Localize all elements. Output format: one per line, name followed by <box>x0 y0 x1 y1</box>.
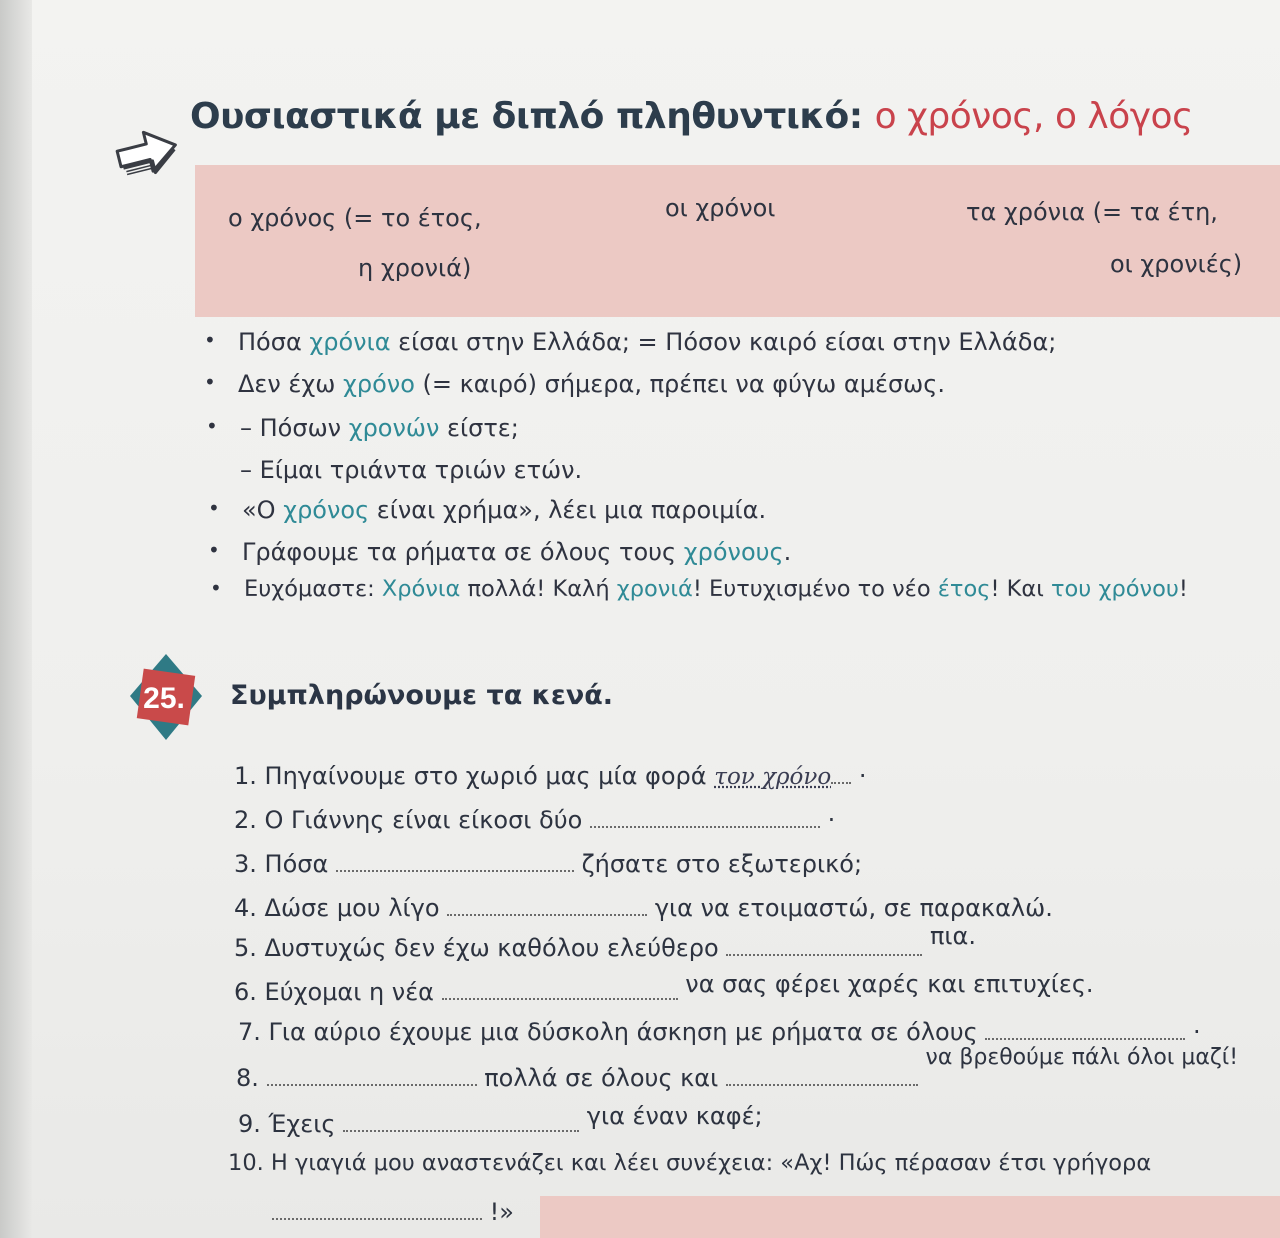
blank-line[interactable] <box>985 1016 1185 1040</box>
example-line <box>204 370 945 398</box>
blank-line[interactable] <box>726 1062 918 1086</box>
filled-answer: τον χρόνο <box>714 764 832 790</box>
example-text: Πόσα <box>238 328 310 356</box>
blank-line <box>831 760 851 784</box>
blank-line[interactable] <box>272 1196 482 1220</box>
blank-line[interactable] <box>343 1108 579 1132</box>
example-text: ! Ευτυχισμένο το νέο <box>692 576 938 602</box>
example-line <box>208 496 767 524</box>
plural-table <box>195 165 1280 317</box>
table-col3-line1: τα χρόνια (= τα έτη, <box>966 198 1218 226</box>
exercise-number: 25. <box>143 682 185 715</box>
exercise-item-3 <box>234 848 862 878</box>
exercise-item-9 <box>238 1102 763 1138</box>
bullet-dot: • <box>208 538 220 562</box>
example-text: είστε; <box>439 414 519 442</box>
item-text: 6. Εύχομαι η νέα <box>234 978 435 1006</box>
table-col1-line1: ο χρόνος (= το έτος, <box>228 204 482 232</box>
blank-line[interactable] <box>442 976 678 1000</box>
example-text: – Είμαι τριάντα τριών ετών. <box>240 456 583 484</box>
exercise-item-10 <box>228 1150 1151 1176</box>
item-text: 1. Πηγαίνουμε στο χωριό μας μία φορά <box>234 762 707 790</box>
item-text: να σας φέρει χαρές και επιτυχίες. <box>685 970 1094 998</box>
bullet-dot: • <box>208 496 220 520</box>
item-text: !» <box>489 1198 514 1226</box>
item-text: · <box>827 806 836 834</box>
next-section-band <box>540 1196 1280 1238</box>
table-col3-line2: οι χρονιές) <box>1110 250 1243 278</box>
example-line <box>204 328 1057 356</box>
example-keyword: Χρόνια <box>381 576 461 602</box>
item-text: για να ετοιμαστώ, σε παρακαλώ. <box>654 894 1053 922</box>
blank-line[interactable] <box>590 804 820 828</box>
item-text: 5. Δυστυχώς δεν έχω καθόλου ελεύθερο <box>234 934 719 962</box>
example-keyword: χρονιά <box>616 576 693 602</box>
example-text: είσαι στην Ελλάδα; = Πόσον καιρό είσαι στην Ελλάδα; <box>390 328 1057 356</box>
item-text: · <box>858 762 867 790</box>
page-title <box>190 96 1193 137</box>
example-line <box>240 456 582 484</box>
item-text: για έναν καφέ; <box>586 1102 763 1130</box>
blank-line[interactable] <box>726 932 922 956</box>
item-text: ζήσατε στο εξωτερικό; <box>581 850 863 878</box>
example-text: Δεν έχω <box>238 370 343 398</box>
example-keyword: χρόνια <box>309 328 391 356</box>
exercise-item-10-cont <box>272 1196 514 1226</box>
title-main: Ουσιαστικά με διπλό πληθυντικό: <box>190 96 863 137</box>
example-text: . <box>783 538 792 566</box>
exercise-number-badge <box>128 652 204 742</box>
example-text: ! Και <box>990 576 1051 602</box>
item-text: · <box>1193 1018 1201 1046</box>
exercise-item-6 <box>234 970 1094 1006</box>
example-line <box>210 576 1188 602</box>
item-text: 7. Για αύριο έχουμε μια δύσκολη άσκηση με ρήματα σε όλους <box>238 1018 978 1046</box>
example-keyword: χρόνος <box>283 496 370 524</box>
example-keyword: του χρόνου <box>1050 576 1179 602</box>
book-gutter <box>0 0 32 1238</box>
bullet-dot: • <box>206 414 218 438</box>
example-text: (= καιρό) σήμερα, πρέπει να φύγω αμέσως. <box>414 370 945 398</box>
title-highlight: ο χρόνος, ο λόγος <box>874 96 1193 137</box>
table-col1-line2: η χρονιά) <box>358 254 472 282</box>
exercise-item-1 <box>234 760 867 790</box>
table-col2: οι χρόνοι <box>665 194 776 222</box>
example-text: «Ο <box>242 496 284 524</box>
item-text: 10. Η γιαγιά μου αναστενάζει και λέει συνέχεια: «Αχ! Πώς πέρασαν έτσι γρήγορα <box>228 1150 1152 1176</box>
exercise-item-4 <box>234 892 1053 922</box>
example-keyword: χρόνους <box>683 538 784 566</box>
item-text: 9. Έχεις <box>238 1110 336 1138</box>
exercise-item-2 <box>234 804 835 834</box>
example-text: πολλά! Καλή <box>460 576 617 602</box>
item-text: πολλά σε όλους και <box>484 1064 719 1092</box>
bullet-dot: • <box>210 576 222 600</box>
item-text: πια. <box>929 922 976 950</box>
example-keyword: χρονών <box>348 414 440 442</box>
example-line <box>206 414 519 442</box>
exercise-item-8 <box>236 1045 1239 1092</box>
blank-line[interactable] <box>267 1062 477 1086</box>
exercise-title: Συμπληρώνουμε τα κενά. <box>230 680 614 711</box>
item-text: να βρεθούμε πάλι όλοι μαζί! <box>925 1045 1239 1070</box>
example-text: Ευχόμαστε: <box>244 576 382 602</box>
bullet-dot: • <box>204 328 216 352</box>
blank-line[interactable] <box>447 892 647 916</box>
example-keyword: χρόνο <box>343 370 415 398</box>
example-keyword: έτος <box>937 576 991 602</box>
item-text: 2. Ο Γιάννης είναι είκοσι δύο <box>234 806 583 834</box>
example-text: – Πόσων <box>240 414 349 442</box>
blank-line[interactable] <box>336 848 574 872</box>
exercise-item-5 <box>234 922 976 962</box>
example-text: είναι χρήμα», λέει μια παροιμία. <box>369 496 767 524</box>
item-text: 8. <box>236 1064 259 1092</box>
example-text: Γράφουμε τα ρήματα σε όλους τους <box>242 538 684 566</box>
example-text: ! <box>1178 576 1188 602</box>
arrow-right-icon <box>112 122 182 180</box>
item-text: 3. Πόσα <box>234 850 329 878</box>
exercise-item-7 <box>238 1016 1201 1046</box>
example-line <box>208 538 792 566</box>
bullet-dot: • <box>204 370 216 394</box>
item-text: 4. Δώσε μου λίγο <box>234 894 440 922</box>
